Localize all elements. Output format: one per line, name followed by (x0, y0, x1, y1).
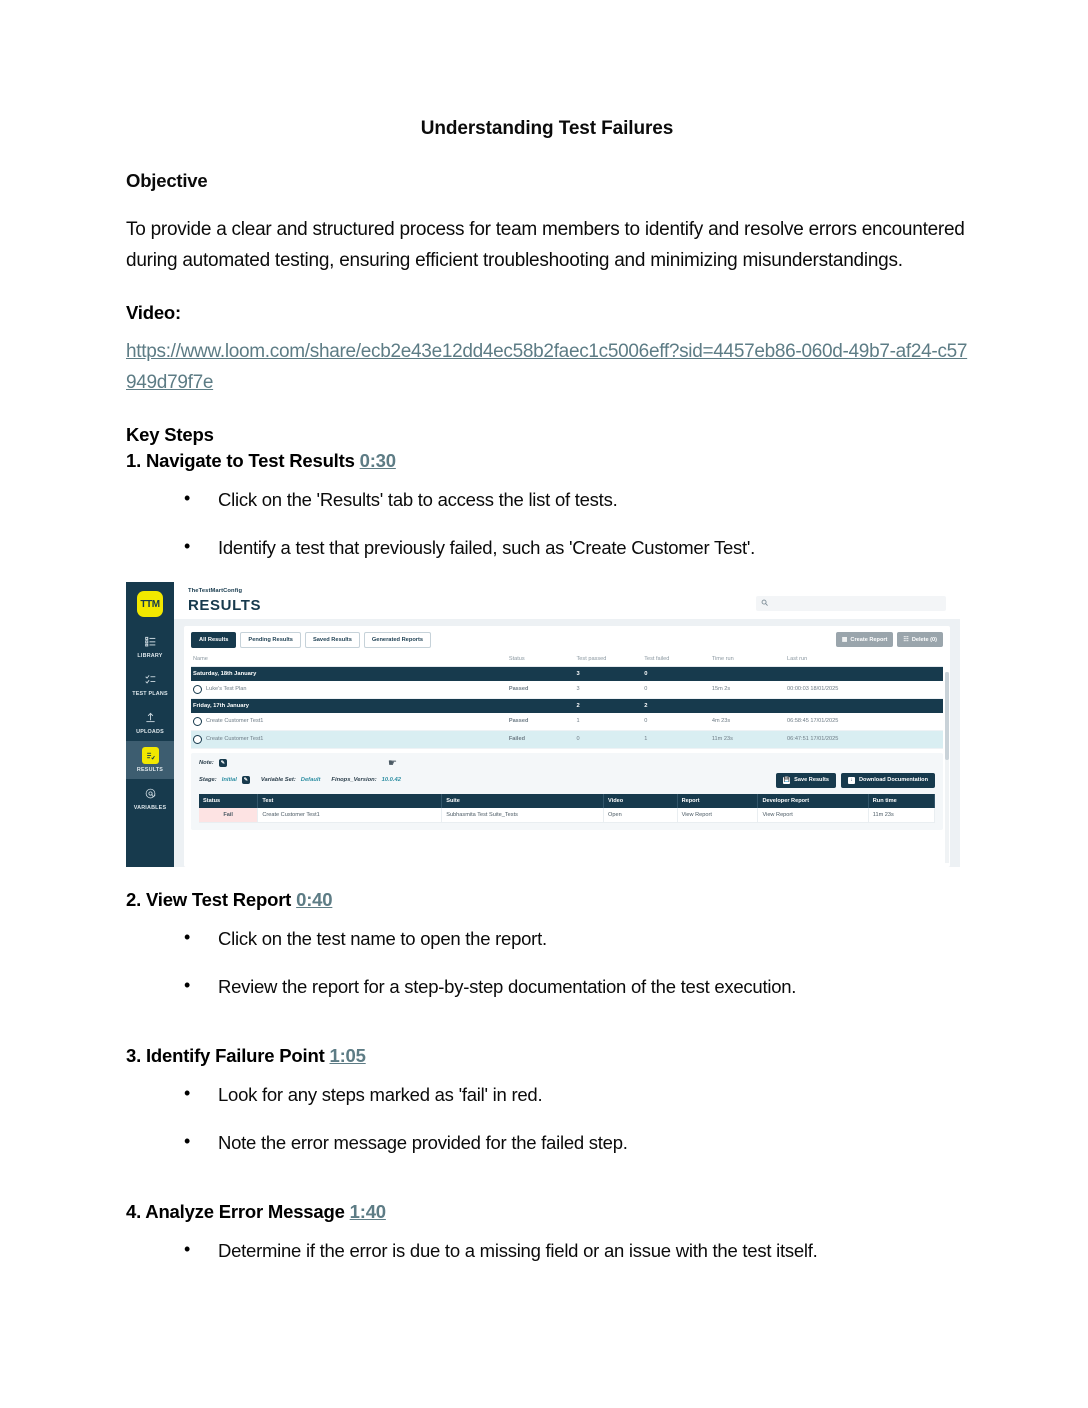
step-4-title: 4. Analyze Error Message (126, 1201, 345, 1222)
app-main (174, 582, 960, 867)
video-link[interactable]: https://www.loom.com/share/ecb2e43e12dd4ec58b2faec1c5006eff?sid=4457eb86-060d-49b7-af24-c57949d79f7e (126, 341, 968, 393)
row-status: Failed (507, 730, 575, 748)
row-status: Passed (507, 713, 575, 731)
report-icon: ▦ (841, 637, 848, 644)
objective-body: To provide a clear and structured process for team members to identify and resolve errors encountered during automated testing, ensuring efficient troubleshooting and minimizing misunderstandings. (126, 219, 965, 271)
checklist-icon (142, 671, 159, 688)
note-row (199, 759, 935, 767)
download-documentation-button[interactable] (841, 773, 935, 788)
col-status: Status (507, 653, 575, 667)
group-date: Friday, 17th January (191, 698, 507, 713)
step-3-title: 3. Identify Failure Point (126, 1045, 325, 1066)
objective-heading: Objective (126, 170, 208, 191)
table-row[interactable] (199, 808, 935, 823)
result-detail-panel (191, 753, 943, 830)
row-select-radio[interactable] (193, 717, 202, 726)
list-item: • Click on the test name to open the report. (166, 925, 968, 953)
step-3-timestamp[interactable]: 1:05 (329, 1045, 366, 1066)
detail-video-link[interactable]: Open (604, 808, 678, 823)
search-icon (761, 599, 768, 608)
row-last-run: 06:47:51 17/01/2025 (785, 730, 943, 748)
row-passed: 1 (575, 713, 643, 731)
detail-header-row (199, 794, 935, 808)
tab-generated-reports[interactable]: Generated Reports (364, 632, 431, 648)
row-select-radio[interactable] (193, 685, 202, 694)
sidebar-item-label: RESULTS (136, 767, 164, 773)
step-2-heading (126, 889, 968, 911)
col-time-run: Time run (710, 653, 785, 667)
sidebar-item-label: VARIABLES (133, 805, 167, 811)
detail-test[interactable]: Create Customer Test1 (258, 808, 442, 823)
app-brand (188, 589, 261, 613)
row-time-run: 4m 23s (710, 713, 785, 731)
save-results-label: Save Results (794, 777, 829, 784)
version-value: 10.0.42 (381, 777, 401, 784)
row-failed: 0 (642, 681, 710, 699)
list-item: • Review the report for a step-by-step documentation of the test execution. (166, 973, 968, 1001)
video-label: Video: (126, 302, 181, 323)
search-input[interactable] (772, 599, 941, 607)
tab-pending-results[interactable]: Pending Results (240, 632, 301, 648)
results-page-title: RESULTS (188, 596, 262, 614)
step-2-bullets (126, 925, 968, 1001)
row-name: Luke's Test Plan (206, 686, 247, 693)
ttm-logo: TTM (137, 591, 163, 617)
col-status: Status (199, 794, 258, 808)
col-test-failed: Test failed (642, 653, 710, 667)
list-item: • Determine if the error is due to a missing field or an issue with the test itself. (166, 1237, 968, 1265)
col-suite: Suite (442, 794, 604, 808)
detail-suite: Subhasmita Test Suite_Tests (442, 808, 604, 823)
step-3-bullets (126, 1081, 968, 1157)
results-card (184, 626, 950, 867)
org-name: TheTestMartConfig (188, 588, 243, 594)
list-item: • Identify a test that previously failed, such as 'Create Customer Test'. (166, 534, 968, 562)
trash-icon: ☷ (903, 637, 909, 644)
table-row[interactable] (191, 681, 943, 699)
tabs-row (191, 632, 943, 648)
sidebar-item-test-plans[interactable] (126, 665, 174, 703)
results-icon (142, 747, 159, 764)
sidebar-item-label: TEST PLANS (132, 691, 168, 697)
table-row[interactable] (191, 730, 943, 748)
upload-icon (142, 709, 159, 726)
meta-row (199, 773, 935, 788)
delete-button[interactable] (897, 632, 943, 647)
step-4-timestamp[interactable]: 1:40 (349, 1201, 386, 1222)
col-last-run: Last run (785, 653, 943, 667)
list-item: • Click on the 'Results' tab to access the list of tests. (166, 486, 968, 514)
sidebar-item-results[interactable] (126, 741, 174, 779)
group-passed: 2 (575, 698, 643, 713)
row-status: Passed (507, 681, 575, 699)
detail-developer-report-link[interactable]: View Report (758, 808, 868, 823)
step-4-heading (126, 1201, 968, 1223)
row-passed: 3 (575, 681, 643, 699)
detail-run-time: 11m 23s (868, 808, 934, 823)
col-run-time: Run time (868, 794, 934, 808)
variable-set-label: Variable Set: (260, 777, 296, 784)
list-item: • Note the error message provided for the failed step. (166, 1129, 968, 1157)
embedded-app-screenshot (126, 582, 960, 867)
group-date: Saturday, 18th January (191, 666, 507, 681)
edit-note-icon[interactable]: ✎ (220, 759, 225, 766)
stage-label: Stage: (199, 777, 217, 784)
detail-table (199, 794, 935, 823)
delete-label: Delete (0) (911, 636, 937, 643)
step-2-title: 2. View Test Report (126, 889, 292, 910)
row-last-run: 06:58:45 17/01/2025 (785, 713, 943, 731)
step-1-bullets (126, 486, 968, 562)
search-box[interactable] (756, 596, 946, 611)
col-report: Report (677, 794, 758, 808)
detail-report-link[interactable]: View Report (677, 808, 758, 823)
create-report-label: Create Report (850, 636, 888, 643)
row-name: Create Customer Test1 (206, 718, 264, 725)
app-header (174, 582, 960, 619)
vertical-scrollbar[interactable] (945, 672, 949, 863)
mouse-cursor-icon: ☛ (388, 758, 397, 769)
tab-saved-results[interactable]: Saved Results (305, 632, 360, 648)
sidebar-item-variables[interactable] (126, 779, 174, 817)
row-failed: 1 (642, 730, 710, 748)
step-1-heading (126, 450, 968, 472)
key-steps-heading: Key Steps (126, 424, 214, 445)
col-video: Video (604, 794, 678, 808)
group-failed: 2 (642, 698, 710, 713)
download-icon: ↓ (848, 777, 855, 784)
step-3-heading (126, 1045, 968, 1067)
group-passed: 3 (575, 666, 643, 681)
date-group-header (191, 698, 943, 713)
page-title: Understanding Test Failures (420, 118, 674, 139)
col-name: Name (191, 653, 507, 667)
step-2-timestamp[interactable]: 0:40 (296, 889, 333, 910)
scrollbar-thumb[interactable] (945, 672, 949, 760)
table-row[interactable] (191, 713, 943, 731)
version-label: Finops_Version: (331, 777, 377, 784)
tab-all-results[interactable]: All Results (191, 632, 236, 648)
list-item: • Look for any steps marked as 'fail' in red. (166, 1081, 968, 1109)
row-time-run: 11m 23s (710, 730, 785, 748)
variable-set-value: Default (300, 777, 321, 784)
detail-actions (776, 773, 935, 788)
sidebar-item-label: LIBRARY (137, 653, 163, 659)
results-table (191, 653, 943, 749)
col-test: Test (258, 794, 442, 808)
top-action-buttons (836, 632, 943, 647)
row-last-run: 00:00:03 18/01/2025 (785, 681, 943, 699)
save-results-button[interactable] (776, 773, 836, 788)
step-4-bullets (126, 1237, 968, 1265)
row-time-run: 15m 2s (710, 681, 785, 699)
sidebar-item-uploads[interactable] (126, 703, 174, 741)
sidebar-item-library[interactable] (126, 627, 174, 665)
edit-stage-icon[interactable]: ✎ (243, 777, 248, 784)
col-test-passed: Test passed (575, 653, 643, 667)
table-header-row (191, 653, 943, 667)
app-body (174, 619, 960, 867)
at-icon (142, 785, 159, 802)
row-name: Create Customer Test1 (206, 736, 264, 743)
list-icon (142, 633, 159, 650)
date-group-header (191, 666, 943, 681)
stage-value: Initial (221, 777, 237, 784)
row-passed: 0 (575, 730, 643, 748)
results-tabs (191, 632, 431, 648)
group-failed: 0 (642, 666, 710, 681)
create-report-button[interactable] (836, 632, 894, 647)
row-select-radio[interactable] (193, 735, 202, 744)
col-developer-report: Developer Report (758, 794, 868, 808)
step-1-timestamp[interactable]: 0:30 (359, 450, 396, 471)
download-documentation-label: Download Documentation (859, 777, 928, 784)
sidebar-item-label: UPLOADS (136, 729, 164, 735)
row-failed: 0 (642, 713, 710, 731)
detail-status: Fail (199, 808, 258, 823)
note-label: Note: (199, 759, 214, 766)
save-icon: 💾 (783, 777, 790, 784)
step-1-title: 1. Navigate to Test Results (126, 450, 355, 471)
app-sidebar (126, 582, 174, 867)
